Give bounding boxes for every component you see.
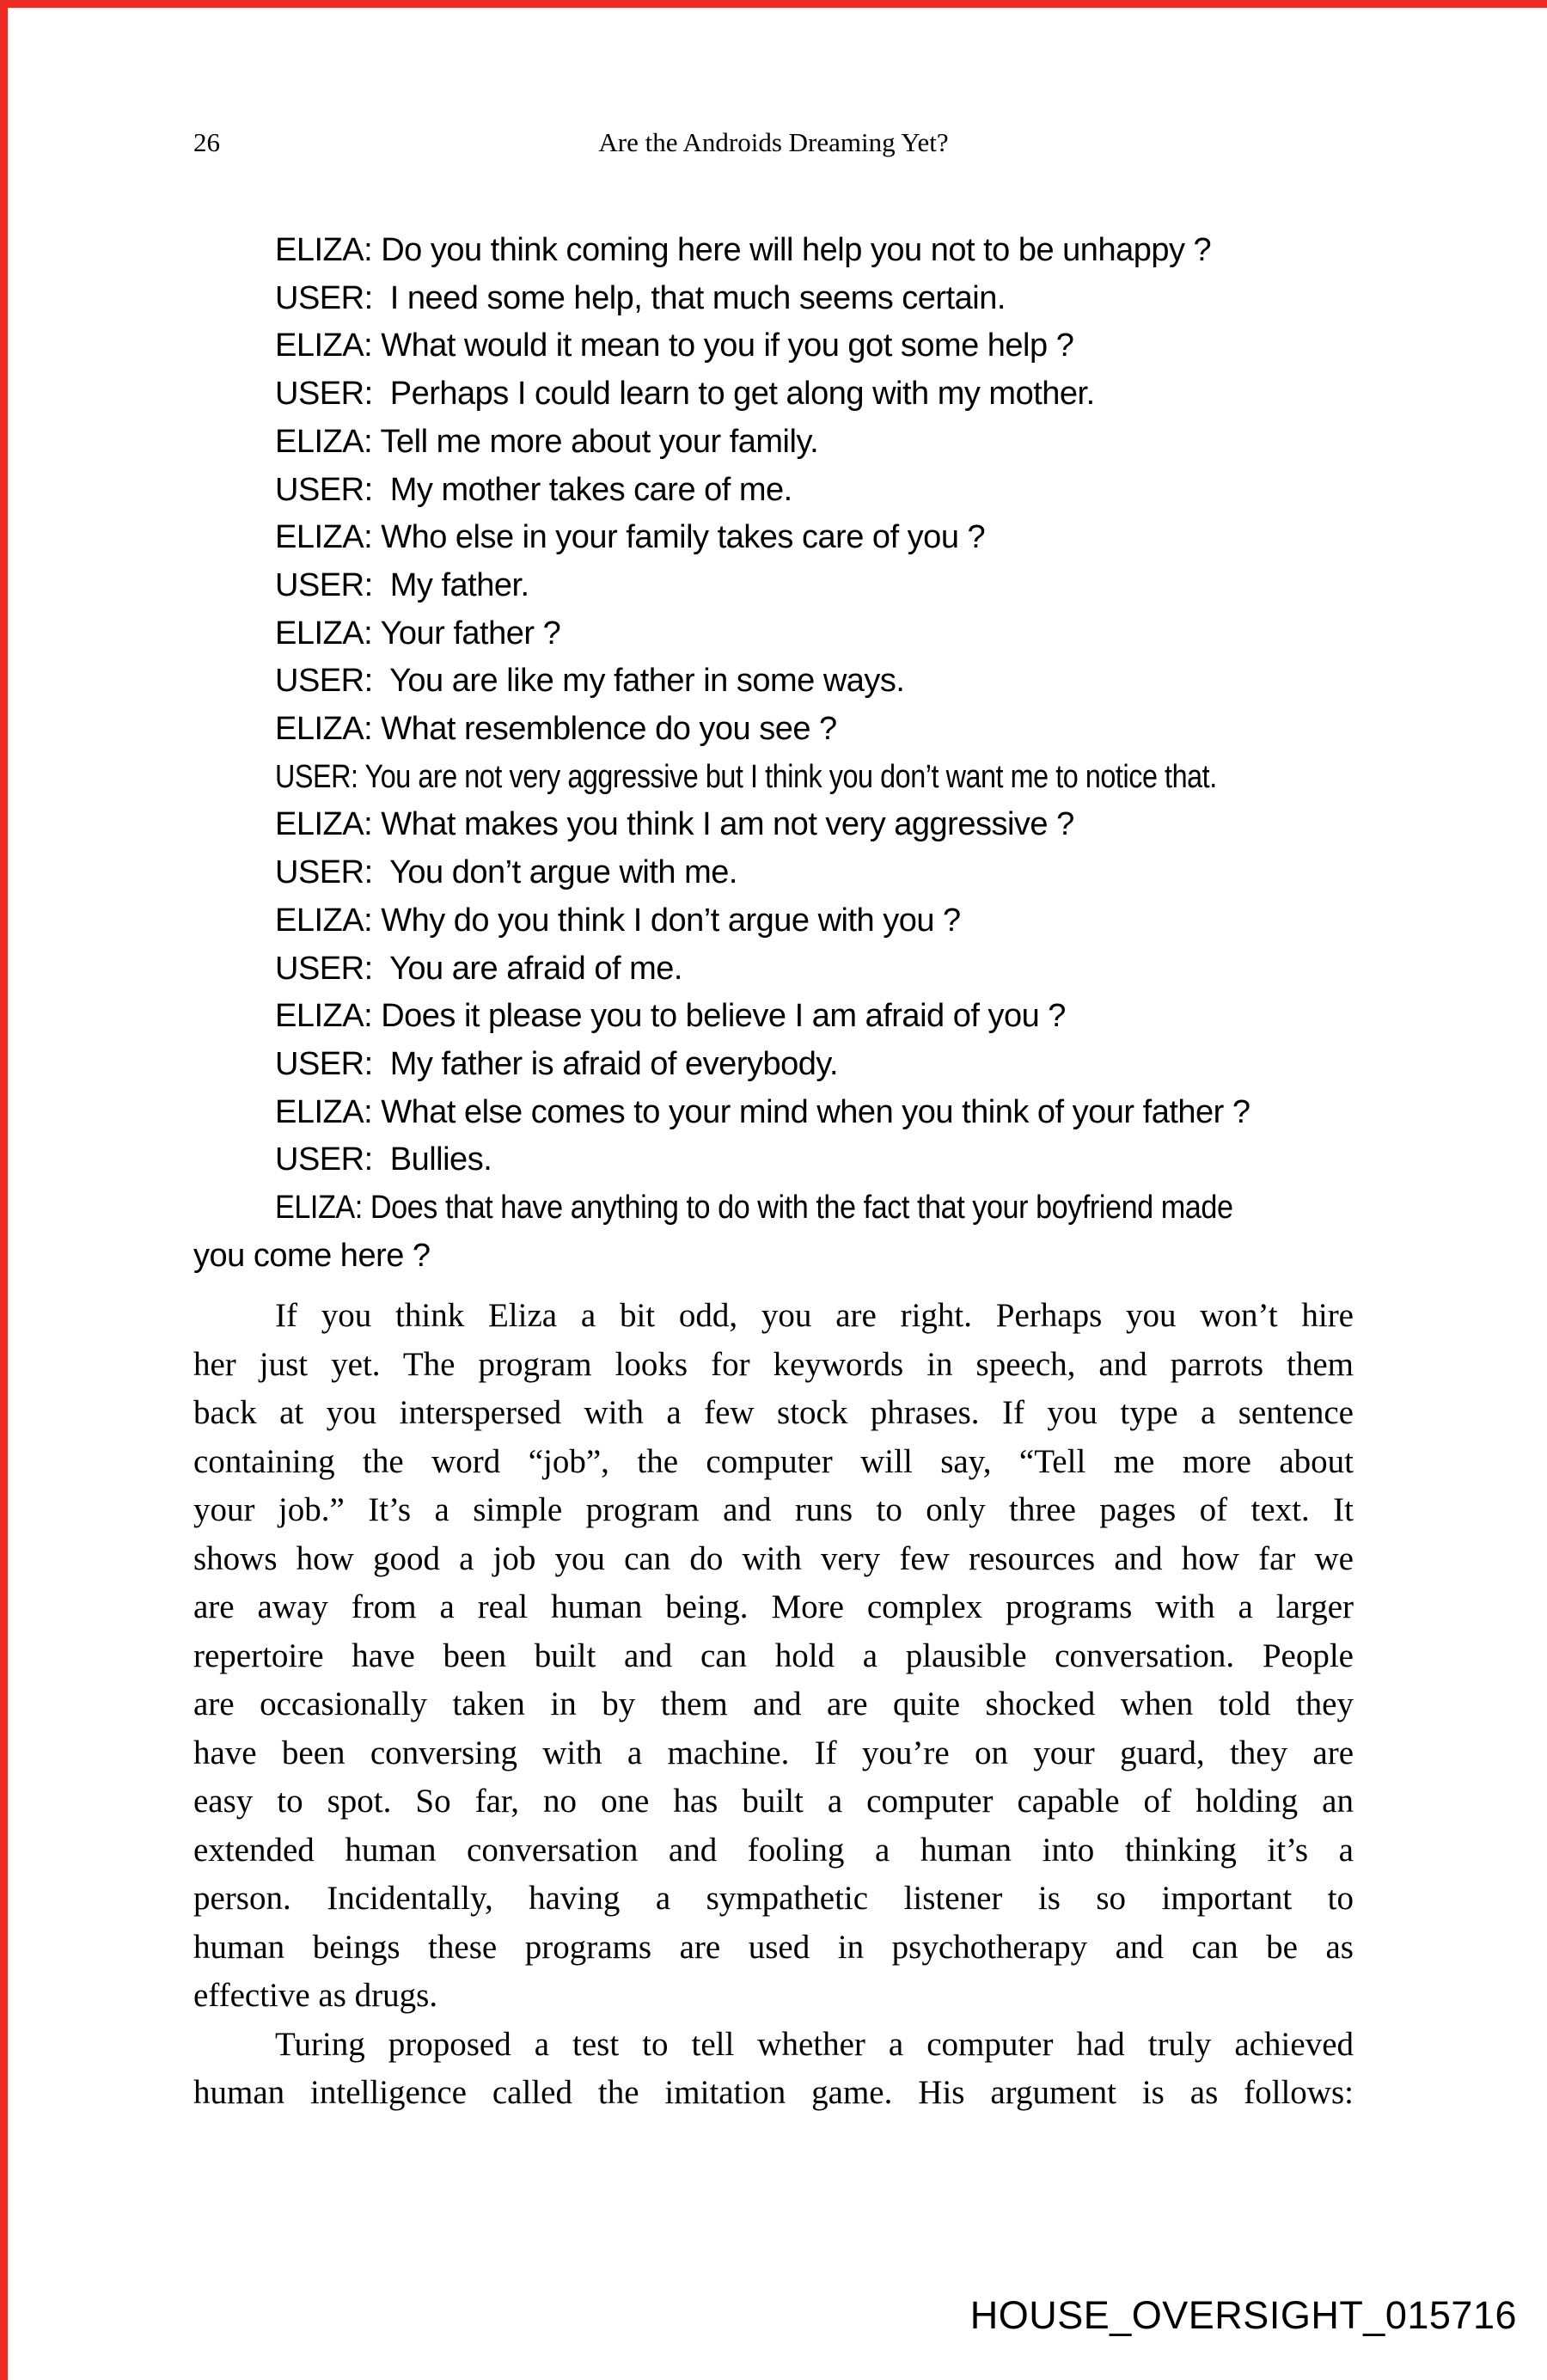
- transcript-line-text: ELIZA: Tell me more about your family.: [275, 423, 819, 460]
- transcript-line-text: USER: My father.: [275, 566, 529, 603]
- transcript-line-text: ELIZA: What makes you think I am not very aggressive ?: [275, 806, 1074, 843]
- paragraph-line: human beings these programs are used in psychotherapy and can be as: [193, 1928, 1354, 1966]
- transcript-line: [193, 658, 1354, 706]
- paragraph-line: person. Incidentally, having a sympathetic listener is so important to: [193, 1880, 1354, 1918]
- transcript-line-text: ELIZA: Who else in your family takes care of you ?: [275, 519, 986, 556]
- paragraph-line: are away from a real human being. More complex programs with a larger: [193, 1588, 1354, 1626]
- transcript-line-text: USER: Bullies.: [275, 1141, 492, 1178]
- transcript-line: [193, 897, 1354, 945]
- page-header: [193, 127, 1354, 158]
- transcript-line: [193, 467, 1354, 515]
- paragraph: [193, 2021, 1354, 2118]
- paragraph-line: are occasionally taken in by them and are quite shocked when told they: [193, 1686, 1354, 1723]
- transcript-line-text: USER: Perhaps I could learn to get along with my mother.: [275, 376, 1095, 413]
- transcript-line-text: ELIZA: Your father ?: [275, 615, 561, 652]
- transcript-line: [193, 1089, 1354, 1137]
- transcript-line: [193, 562, 1354, 610]
- paragraph-line: extended human conversation and fooling a human into thinking it’s a: [193, 1831, 1354, 1869]
- paragraph-line: If you think Eliza a bit odd, you are right. Perhaps you won’t hire: [275, 1297, 1354, 1335]
- transcript-line-text: USER: You are like my father in some ways.: [275, 663, 905, 700]
- bates-number-watermark: HOUSE_OVERSIGHT_015716: [969, 2293, 1517, 2337]
- transcript-line: [193, 1136, 1354, 1184]
- transcript-line-text: ELIZA: Does that have anything to do with the fact that your boyfriend made: [275, 1190, 1233, 1227]
- transcript-line: [193, 945, 1354, 994]
- transcript-line-text: you come here ?: [193, 1237, 431, 1274]
- paragraph-line: effective as drugs.: [193, 1977, 438, 2015]
- paragraph: [193, 1292, 1354, 2021]
- transcript-line-text: USER: My father is afraid of everybody.: [275, 1045, 839, 1082]
- paragraph-line: easy to spot. So far, no one has built a computer capable of holding an: [193, 1783, 1354, 1820]
- paragraph-line: human intelligence called the imitation game. His argument is as follows:: [193, 2074, 1354, 2112]
- transcript-line-text: ELIZA: Does it please you to believe I am afraid of you ?: [275, 998, 1066, 1035]
- transcript-line: [193, 370, 1354, 419]
- transcript-line-text: ELIZA: Do you think coming here will help you not to be unhappy ?: [275, 232, 1212, 268]
- eliza-transcript: [193, 227, 1354, 1280]
- page-number: 26: [193, 127, 220, 157]
- paragraph-line: shows how good a job you can do with very few resources and how far we: [193, 1539, 1354, 1577]
- paragraph-line: containing the word “job”, the computer will say, “Tell me more about: [193, 1442, 1354, 1480]
- transcript-line: [193, 1184, 1354, 1233]
- transcript-line-text: ELIZA: Why do you think I don’t argue with you ?: [275, 902, 961, 939]
- paragraph-line: have been conversing with a machine. If you’re on your guard, they are: [193, 1734, 1354, 1771]
- paragraph-line: your job.” It’s a simple program and runs to only three pages of text. It: [193, 1491, 1354, 1529]
- transcript-line: [193, 419, 1354, 467]
- running-header-title: Are the Androids Dreaming Yet?: [598, 127, 949, 157]
- transcript-line-text: USER: My mother takes care of me.: [275, 471, 792, 508]
- transcript-line: [193, 275, 1354, 323]
- transcript-line: [193, 849, 1354, 897]
- transcript-line-text: ELIZA: What else comes to your mind when you think of your father ?: [275, 1093, 1250, 1130]
- transcript-line-text: ELIZA: What resemblence do you see ?: [275, 711, 837, 748]
- transcript-line: [193, 322, 1354, 370]
- transcript-line: [193, 706, 1354, 754]
- transcript-line-text: USER: You don’t argue with me.: [275, 854, 737, 891]
- transcript-line-text: USER: I need some help, that much seems certain.: [275, 279, 1006, 316]
- paragraph-line: her just yet. The program looks for keywords in speech, and parrots them: [193, 1345, 1354, 1383]
- body-paragraphs: [193, 1292, 1354, 2118]
- transcript-line: [193, 514, 1354, 562]
- paragraph-line: Turing proposed a test to tell whether a computer had truly achieved: [275, 2025, 1354, 2063]
- transcript-line: [193, 801, 1354, 849]
- transcript-line-text: ELIZA: What would it mean to you if you got some help ?: [275, 327, 1074, 364]
- transcript-line: [193, 610, 1354, 658]
- transcript-line: [193, 1041, 1354, 1089]
- transcript-line-text: USER: You are not very aggressive but I think you don’t want me to notice that.: [275, 758, 1217, 795]
- transcript-line: [193, 754, 1354, 802]
- transcript-line-text: USER: You are afraid of me.: [275, 950, 682, 987]
- page-content: [193, 0, 1354, 2118]
- transcript-line: [193, 1233, 1354, 1281]
- transcript-line: [193, 993, 1354, 1041]
- paragraph-line: repertoire have been built and can hold a plausible conversation. People: [193, 1637, 1354, 1674]
- scan-edge-line-left: [0, 0, 8, 2380]
- paragraph-line: back at you interspersed with a few stock phrases. If you type a sentence: [193, 1394, 1354, 1432]
- transcript-line: [193, 227, 1354, 275]
